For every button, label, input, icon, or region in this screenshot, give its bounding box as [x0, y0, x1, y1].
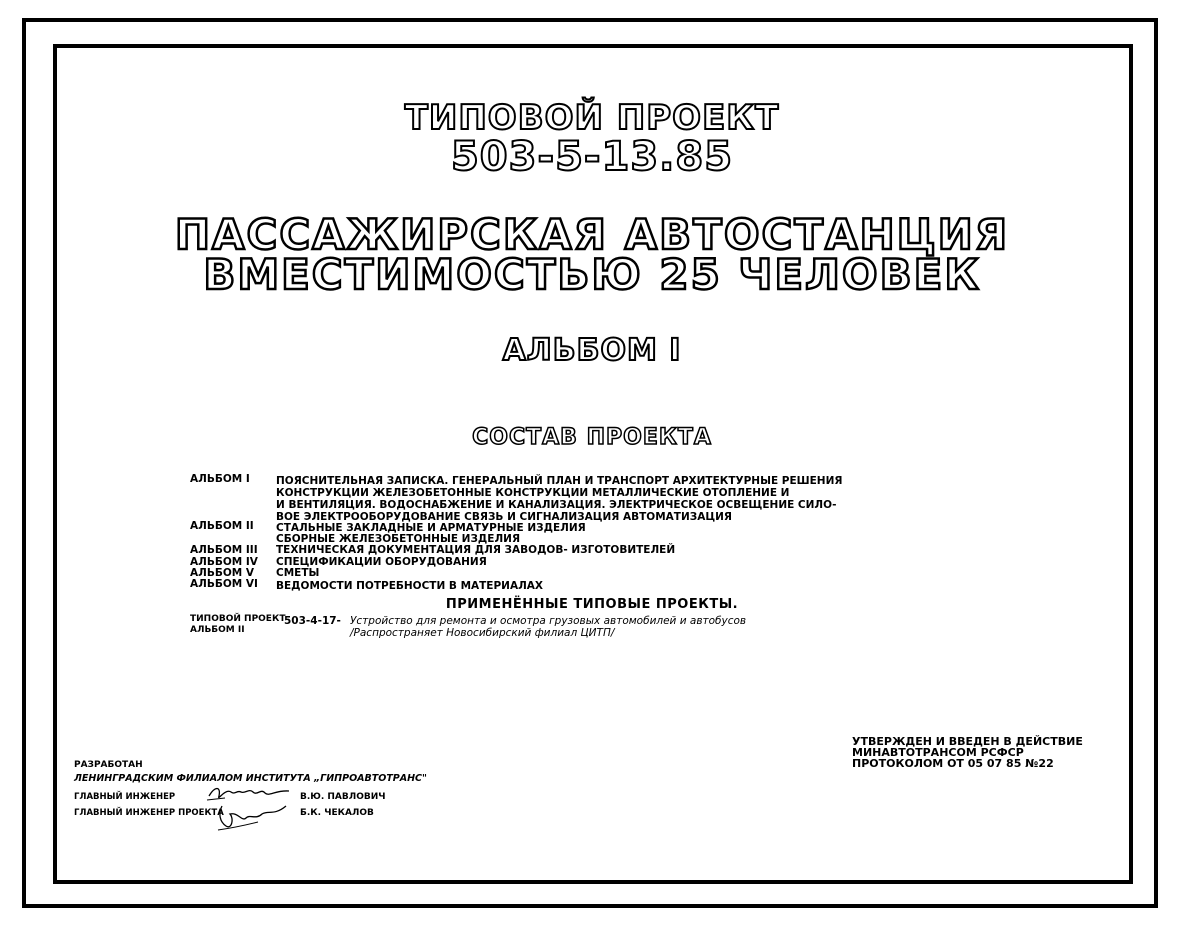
album-2-line2: СБОРНЫЕ ЖЕЛЕЗОБЕТОННЫЕ ИЗДЕЛИЯ	[276, 533, 521, 545]
project-name-line1: ПАССАЖИРСКАЯ АВТОСТАНЦИЯ	[174, 210, 1010, 259]
album-3-label: АЛЬБОМ III	[190, 544, 258, 556]
chief-engineer-name: В.Ю. ПАВЛОВИЧ	[300, 792, 386, 802]
applied-projects-heading: ПРИМЕНЁННЫЕ ТИПОВЫЕ ПРОЕКТЫ.	[445, 597, 739, 612]
composition-heading: СОСТАВ ПРОЕКТА	[472, 425, 712, 450]
album-1-line4: ВОЕ ЭЛЕКТРООБОРУДОВАНИЕ СВЯЗЬ И СИГНАЛИЗАЦИЯ АВТОМАТИЗАЦИЯ	[276, 511, 732, 523]
chief-engineer-label: ГЛАВНЫЙ ИНЖЕНЕР	[74, 792, 176, 802]
album-4-label: АЛЬБОМ IV	[190, 556, 258, 568]
signature-chekalov	[212, 800, 292, 834]
applied-code: 503-4-17-	[284, 615, 341, 627]
album-1-line1: ПОЯСНИТЕЛЬНАЯ ЗАПИСКА. ГЕНЕРАЛЬНЫЙ ПЛАН И ТРАНСПОРТ АРХИТЕКТУРНЫЕ РЕШЕНИЯ	[276, 475, 843, 487]
album-1-line3: И ВЕНТИЛЯЦИЯ. ВОДОСНАБЖЕНИЕ И КАНАЛИЗАЦИЯ. ЭЛЕКТРИЧЕСКОЕ ОСВЕЩЕНИЕ СИЛО-	[276, 499, 837, 511]
album-1-line2: КОНСТРУКЦИИ ЖЕЛЕЗОБЕТОННЫЕ КОНСТРУКЦИИ МЕТАЛЛИЧЕСКИЕ ОТОПЛЕНИЕ И	[276, 487, 790, 499]
album-1-label: АЛЬБОМ I	[190, 473, 250, 485]
project-number: 503-5-13.85	[450, 134, 734, 180]
chief-project-engineer-label: ГЛАВНЫЙ ИНЖЕНЕР ПРОЕКТА	[74, 808, 224, 818]
approval-line2: МИНАВТОТРАНСОМ РСФСР	[852, 746, 1024, 759]
applied-label-project: ТИПОВОЙ ПРОЕКТ	[190, 614, 286, 624]
album-3-line1: ТЕХНИЧЕСКАЯ ДОКУМЕНТАЦИЯ ДЛЯ ЗАВОДОВ- ИЗГОТОВИТЕЛЕЙ	[276, 544, 676, 556]
album-6-label: АЛЬБОМ VI	[190, 578, 258, 590]
project-name-line2: ВМЕСТИМОСТЬЮ 25 ЧЕЛОВЕК	[203, 250, 981, 299]
album-2-line1: СТАЛЬНЫЕ ЗАКЛАДНЫЕ И АРМАТУРНЫЕ ИЗДЕЛИЯ	[276, 522, 586, 534]
album-4-line1: СПЕЦИФИКАЦИИ ОБОРУДОВАНИЯ	[276, 556, 487, 568]
album-2-label: АЛЬБОМ II	[190, 520, 254, 532]
album-6-line1: ВЕДОМОСТИ ПОТРЕБНОСТИ В МАТЕРИАЛАХ	[276, 580, 544, 592]
album-5-line1: СМЕТЫ	[276, 567, 320, 579]
album-title: АЛЬБОМ I	[502, 333, 682, 368]
doc-type-title: ТИПОВОЙ ПРОЕКТ	[404, 98, 780, 138]
developer-line2: ЛЕНИНГРАДСКИМ ФИЛИАЛОМ ИНСТИТУТА „ГИПРОАВТОТРАНС"	[74, 773, 427, 784]
applied-line2: /Распространяет Новосибирский филиал ЦИТП/	[350, 627, 615, 639]
applied-label-album: АЛЬБОМ II	[190, 625, 245, 635]
approval-line3: ПРОТОКОЛОМ ОТ 05 07 85 №22	[852, 757, 1054, 770]
applied-line1: Устройство для ремонта и осмотра грузовых автомобилей и автобусов	[350, 615, 747, 627]
approval-line1: УТВЕРЖДЕН И ВВЕДЕН В ДЕЙСТВИЕ	[852, 735, 1083, 748]
chief-project-engineer-name: Б.К. ЧЕКАЛОВ	[300, 808, 374, 818]
developer-line1: РАЗРАБОТАН	[74, 760, 143, 770]
album-5-label: АЛЬБОМ V	[190, 567, 255, 579]
